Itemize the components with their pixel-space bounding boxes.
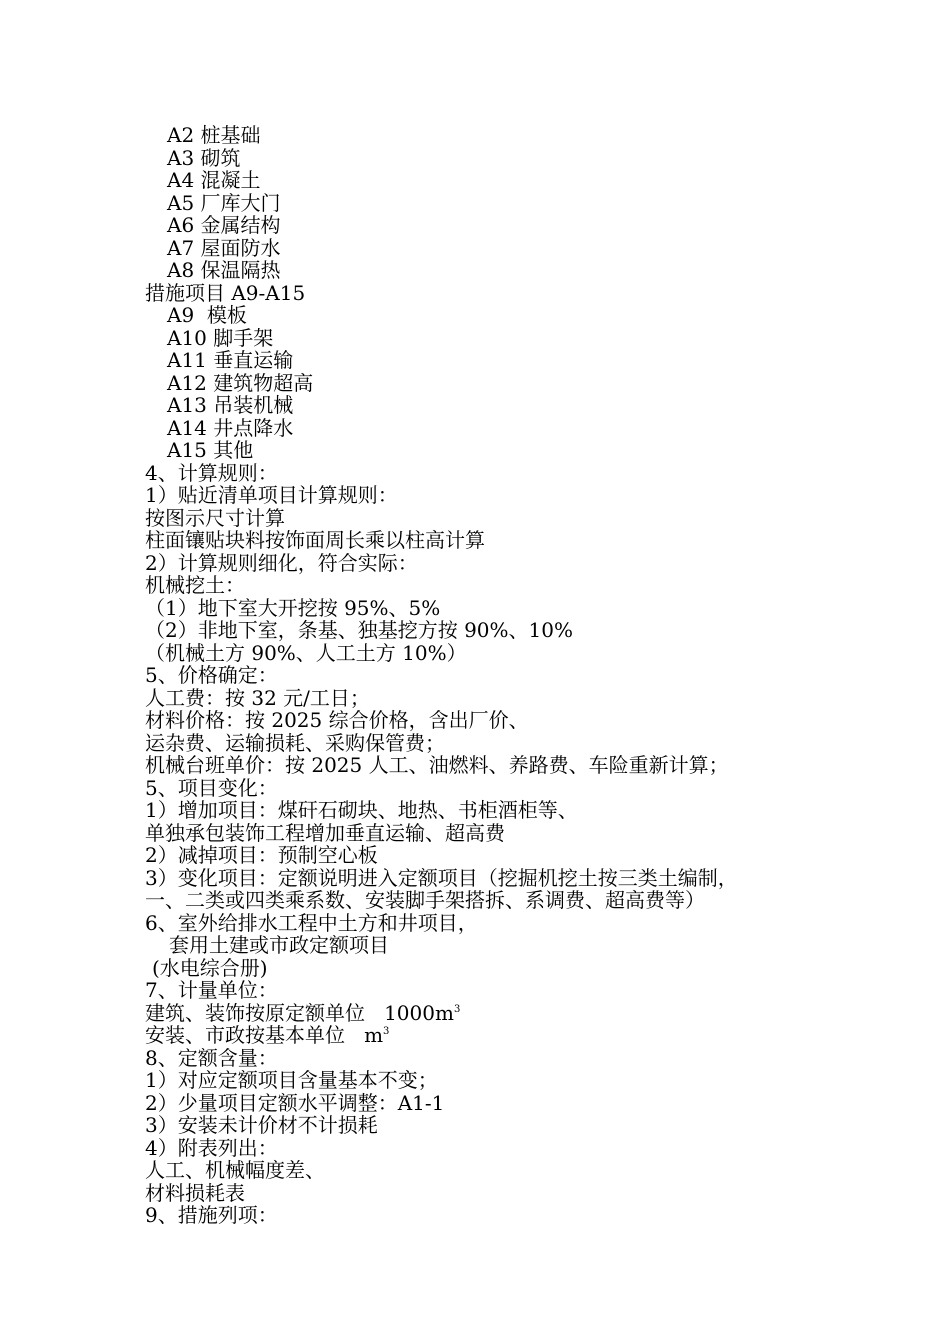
text-line-content: A12 建筑物超高 [167, 370, 314, 395]
text-line-content: A9 模板 [167, 303, 247, 327]
text-line-content: A14 井点降水 [167, 415, 294, 440]
text-line [0, 259, 950, 282]
text-line [0, 844, 950, 867]
text-line-content: 2）计算规则细化，符合实际： [145, 550, 418, 575]
text-line [0, 1114, 950, 1137]
text-line-content: A5 厂库大门 [167, 190, 281, 215]
text-line [0, 957, 950, 980]
text-line-content: A7 屋面防水 [167, 235, 281, 260]
text-line [0, 214, 950, 237]
text-line-content: 3）变化项目：定额说明进入定额项目（挖掘机挖土按三类土编制， [145, 865, 738, 890]
text-line [0, 1137, 950, 1160]
text-line [0, 979, 950, 1002]
text-line [0, 417, 950, 440]
text-line [0, 934, 950, 957]
text-line [0, 1024, 950, 1047]
text-line [0, 574, 950, 597]
text-line [0, 462, 950, 485]
text-line [0, 619, 950, 642]
text-line-content: （机械土方 90%、人工土方 10%） [145, 640, 467, 665]
text-line [0, 732, 950, 755]
text-line [0, 1159, 950, 1182]
text-line-content: 机械台班单价：按 2025 人工、油燃料、养路费、车险重新计算； [145, 753, 729, 777]
text-line-content: A11 垂直运输 [167, 348, 294, 372]
text-line [0, 1002, 950, 1025]
text-line [0, 687, 950, 710]
text-line-content: 1）贴近清单项目计算规则： [145, 483, 398, 507]
superscript: 3 [383, 1026, 390, 1037]
text-line [0, 282, 950, 305]
text-line-content: A13 吊装机械 [167, 393, 294, 417]
text-line [0, 912, 950, 935]
text-line-content: 套用土建或市政定额项目 [169, 933, 389, 957]
text-line-content: （1）地下室大开挖按 95%、5% [145, 595, 441, 620]
text-line-content: 措施项目 A9-A15 [145, 280, 306, 305]
text-line-content: A10 脚手架 [167, 325, 274, 350]
text-line [0, 327, 950, 350]
text-line-content: 材料损耗表 [145, 1180, 245, 1205]
text-line [0, 867, 950, 890]
text-line-content: 建筑、装饰按原定额单位 1000m [145, 1000, 454, 1025]
text-line-content: 2）少量项目定额水平调整：A1-1 [145, 1090, 445, 1115]
text-line-content: 材料价格：按 2025 综合价格，含出厂价、 [145, 708, 529, 732]
text-line [0, 1047, 950, 1070]
text-line-content: 1）对应定额项目含量基本不变； [145, 1068, 438, 1092]
text-line-content: A15 其他 [167, 438, 254, 462]
text-line-content: 3）安装未计价材不计损耗 [145, 1113, 378, 1137]
text-line [0, 484, 950, 507]
text-line [0, 349, 950, 372]
text-line [0, 124, 950, 147]
text-line [0, 304, 950, 327]
text-line [0, 777, 950, 800]
text-line [0, 169, 950, 192]
text-line [0, 192, 950, 215]
text-line-content: 按图示尺寸计算 [145, 505, 285, 530]
text-line-content: 一、二类或四类乘系数、安装脚手架搭拆、系调费、超高费等） [145, 888, 705, 912]
text-line [0, 799, 950, 822]
text-line [0, 394, 950, 417]
text-line-content: 单独承包装饰工程增加垂直运输、超高费 [145, 820, 505, 845]
text-line-content: 4、计算规则： [145, 460, 278, 485]
text-line [0, 552, 950, 575]
text-line [0, 507, 950, 530]
text-line-content: A8 保温隔热 [167, 258, 281, 282]
text-line [0, 664, 950, 687]
text-line-content: 8、定额含量： [145, 1045, 278, 1070]
text-line [0, 597, 950, 620]
text-line [0, 754, 950, 777]
text-line-content: 柱面镶贴块料按饰面周长乘以柱高计算 [145, 528, 485, 552]
text-line [0, 1069, 950, 1092]
text-line [0, 709, 950, 732]
document-body [0, 124, 950, 1227]
text-line-content: (水电综合册) [152, 955, 268, 980]
text-line-content: 安装、市政按基本单位 m [145, 1023, 384, 1047]
text-line [0, 1182, 950, 1205]
text-line-content: A4 混凝土 [167, 168, 261, 192]
text-line-content: 9、措施列项： [145, 1203, 278, 1227]
text-line-content: 7、计量单位： [145, 978, 278, 1002]
text-line-content: 4）附表列出： [145, 1135, 278, 1160]
text-line-content: 6、室外给排水工程中土方和井项目， [145, 910, 478, 935]
text-line-content: A6 金属结构 [167, 213, 281, 237]
text-line [0, 439, 950, 462]
text-line-content: 5、价格确定： [145, 663, 278, 687]
text-line [0, 889, 950, 912]
text-line-content: 1）增加项目：煤矸石砌块、地热、书柜酒柜等、 [145, 798, 578, 822]
text-line [0, 642, 950, 665]
text-line-content: 人工、机械幅度差、 [145, 1158, 325, 1182]
text-line [0, 147, 950, 170]
text-line [0, 822, 950, 845]
text-line-content: 2）减掉项目：预制空心板 [145, 843, 378, 867]
text-line [0, 1204, 950, 1227]
superscript: 3 [453, 1003, 461, 1015]
text-line [0, 529, 950, 552]
text-line [0, 1092, 950, 1115]
text-line [0, 372, 950, 395]
text-line [0, 237, 950, 260]
text-line-content: 运杂费、运输损耗、采购保管费； [145, 730, 445, 755]
text-line-content: （2）非地下室，条基、独基挖方按 90%、10% [145, 618, 573, 642]
text-line-content: 机械挖土： [145, 573, 245, 597]
text-line-content: A3 砌筑 [167, 145, 241, 170]
text-line-content: A2 桩基础 [167, 123, 261, 147]
text-line-content: 5、项目变化： [145, 775, 278, 800]
text-line-content: 人工费：按 32 元/工日； [145, 685, 370, 710]
